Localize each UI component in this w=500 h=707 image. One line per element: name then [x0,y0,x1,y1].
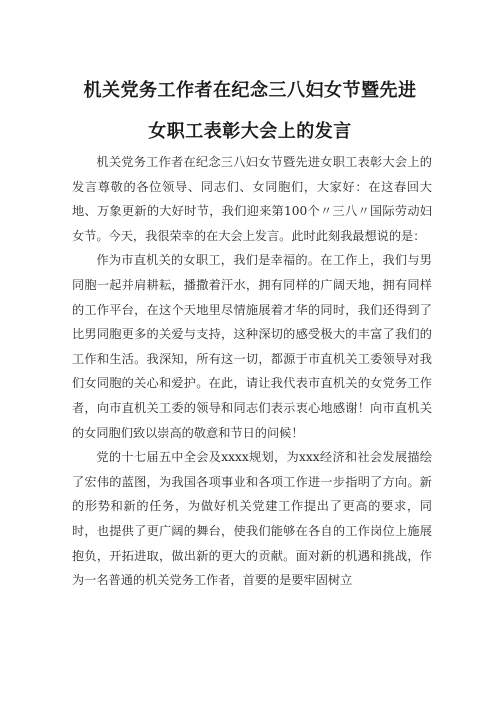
document-title-line-2: 女职工表彰大会上的发言 [148,121,352,142]
body-paragraph-3: 党的十七届五中全会及xxxx规划，为xxx经济和社会发展描绘了宏伟的蓝图，为我国各项事业和各项工作进一步指明了方向。新的形势和新的任务，为做好机关党建工作提出了更高的要求，同时，也提供了更广阔的舞台，使我们能够在各自的工作岗位上施展抱负，开拓进取，做出新的更大的贡献。面对新的机遇和挑战，作为一名普通的机关党务工作者，首要的是要牢固树立 [72,450,432,588]
document-body [72,150,432,593]
document-title-line-1: 机关党务工作者在纪念三八妇女节暨先进 [83,80,417,101]
body-paragraph-1: 机关党务工作者在纪念三八妇女节暨先进女职工表彰大会上的发言尊敬的各位领导、同志们、女同胞们，大家好：在这春回大地、万象更新的大好时节，我们迎来第100个〃三八〃国际劳动妇女节。今天，我很荣幸的在大会上发言。此时此刻我最想说的是： [72,155,432,243]
body-paragraph-2: 作为市直机关的女职工，我们是幸福的。在工作上，我们与男同胞一起并肩耕耘，播撒着汗水，拥有同样的广阔天地，拥有同样的工作平台，在这个天地里尽情施展着才华的同时，我们还得到了比男同胞更多的关爱与支持，这种深切的感受极大的丰富了我们的工作和生活。我深知，所有这一切，都源于市直机关工委领导对我们女同胞的关心和爱护。在此，请让我代表市直机关的女党务工作者，向市直机关工委的领导和同志们表示衷心地感谢！向市直机关的女同胞们致以崇高的敬意和节日的问候！ [72,253,432,440]
